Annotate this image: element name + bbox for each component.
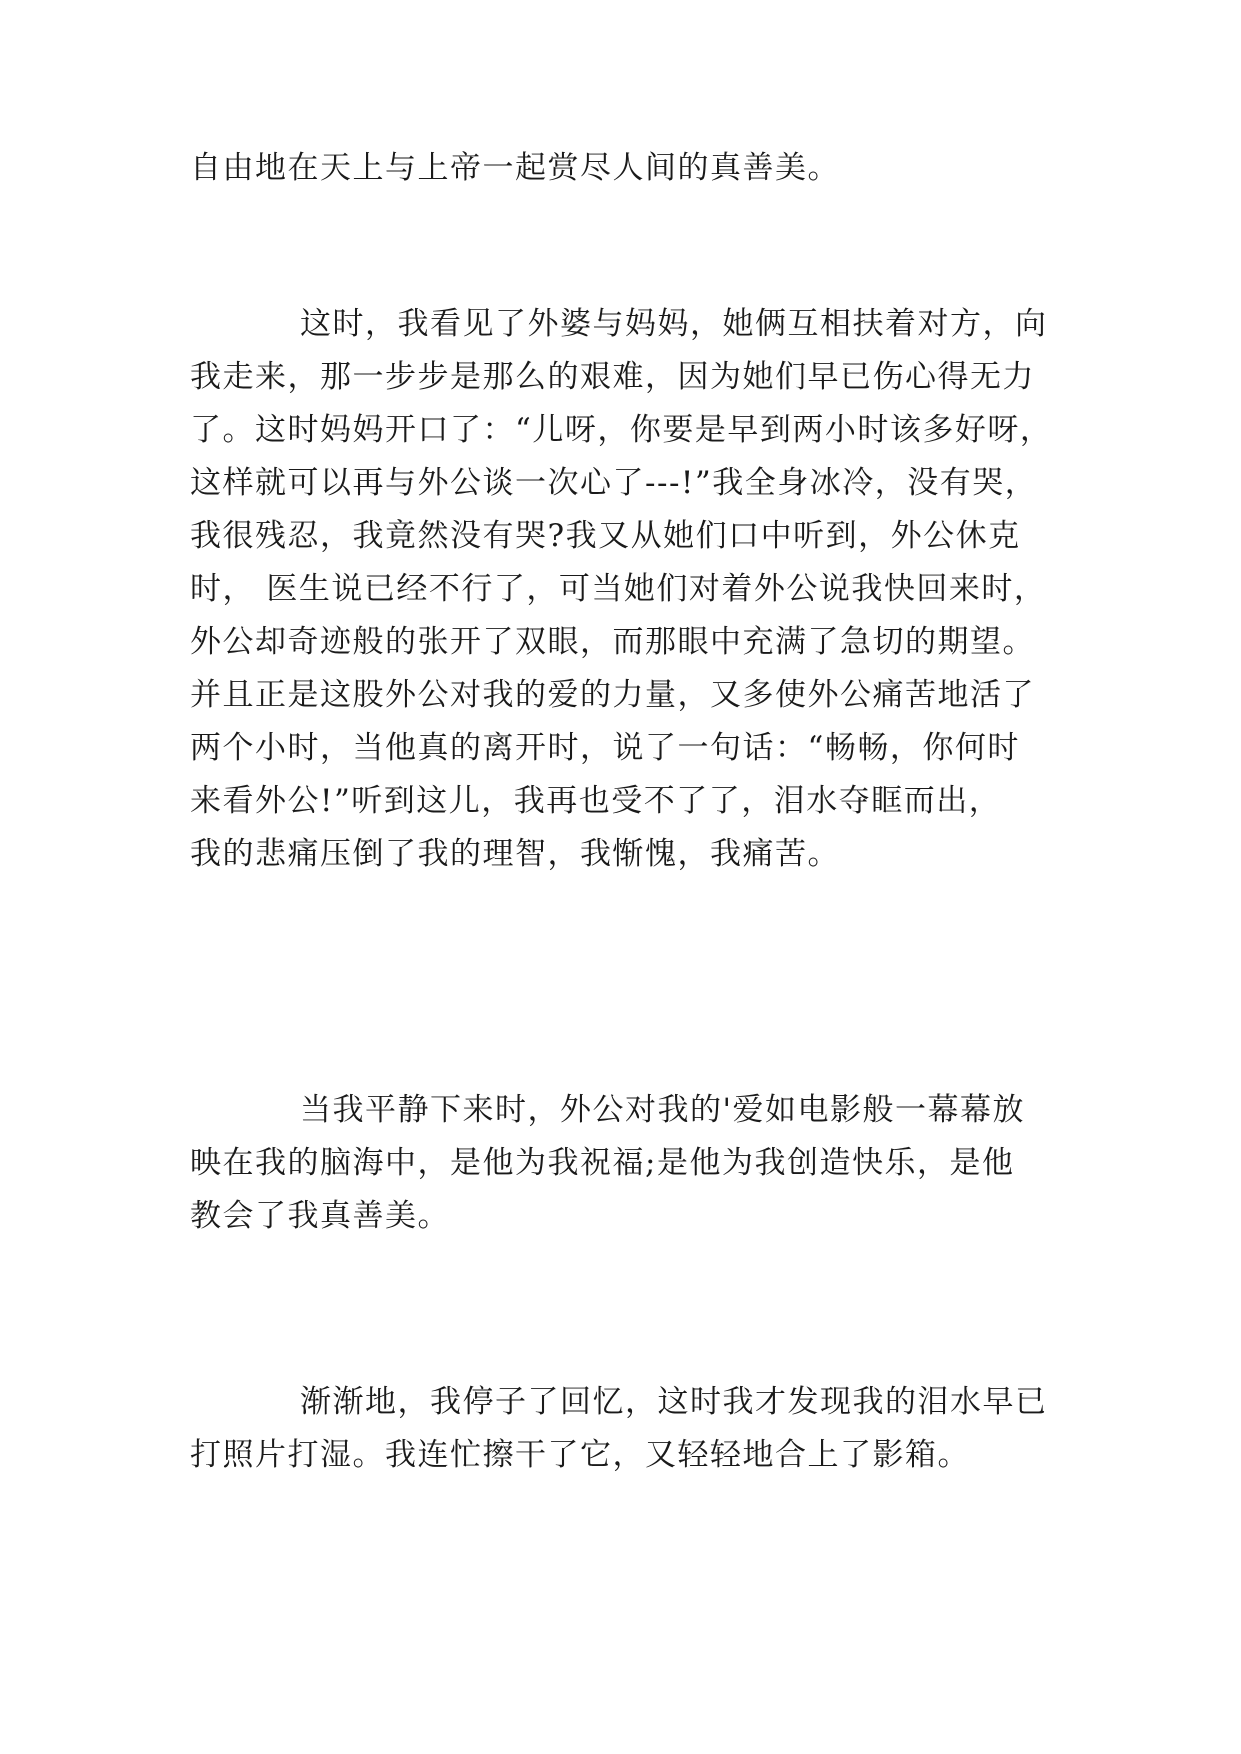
paragraph-1-line-1: 自由地在天上与上帝一起赏尽人间的真善美。 [190,150,840,186]
paragraph-2-line-4: 这样就可以再与外公谈一次心了---!”我全身冰冷，没有哭， [190,465,1038,501]
paragraph-2-line-11: 我的悲痛压倒了我的理智，我惭愧，我痛苦。 [190,836,840,872]
paragraph-3-line-3: 教会了我真善美。 [190,1198,450,1234]
paragraph-2-line-2: 我走来，那一步步是那么的艰难，因为她们早已伤心得无力 [190,359,1035,395]
paragraph-2-line-8: 并且正是这股外公对我的爱的力量，又多使外公痛苦地活了 [190,677,1035,713]
paragraph-2-line-1: 这时，我看见了外婆与妈妈，她俩互相扶着对方，向 [300,306,1048,342]
paragraph-2-line-7: 外公却奇迹般的张开了双眼，而那眼中充满了急切的期望。 [190,624,1035,660]
paragraph-2-line-5: 我很残忍，我竟然没有哭?我又从她们口中听到，外公休克 [190,518,1021,554]
paragraph-2-line-9: 两个小时，当他真的离开时，说了一句话：“畅畅，你何时 [190,730,1020,766]
paragraph-3-line-2: 映在我的脑海中，是他为我祝福;是他为我创造快乐，是他 [190,1145,1015,1181]
paragraph-3-line-1: 当我平静下来时，外公对我的'爱如电影般一幕幕放 [300,1092,1026,1128]
paragraph-4-line-1: 渐渐地，我停子了回忆，这时我才发现我的泪水早已 [300,1384,1048,1420]
paragraph-4-line-2: 打照片打湿。我连忙擦干了它，又轻轻地合上了影箱。 [190,1437,970,1473]
paragraph-2-line-10: 来看外公!”听到这儿，我再也受不了了，泪水夺眶而出， [190,783,1002,819]
paragraph-2-line-6: 时， 医生说已经不行了，可当她们对着外公说我快回来时， [190,571,1047,607]
paragraph-2-line-3: 了。这时妈妈开口了：“儿呀，你要是早到两小时该多好呀， [190,412,1053,448]
